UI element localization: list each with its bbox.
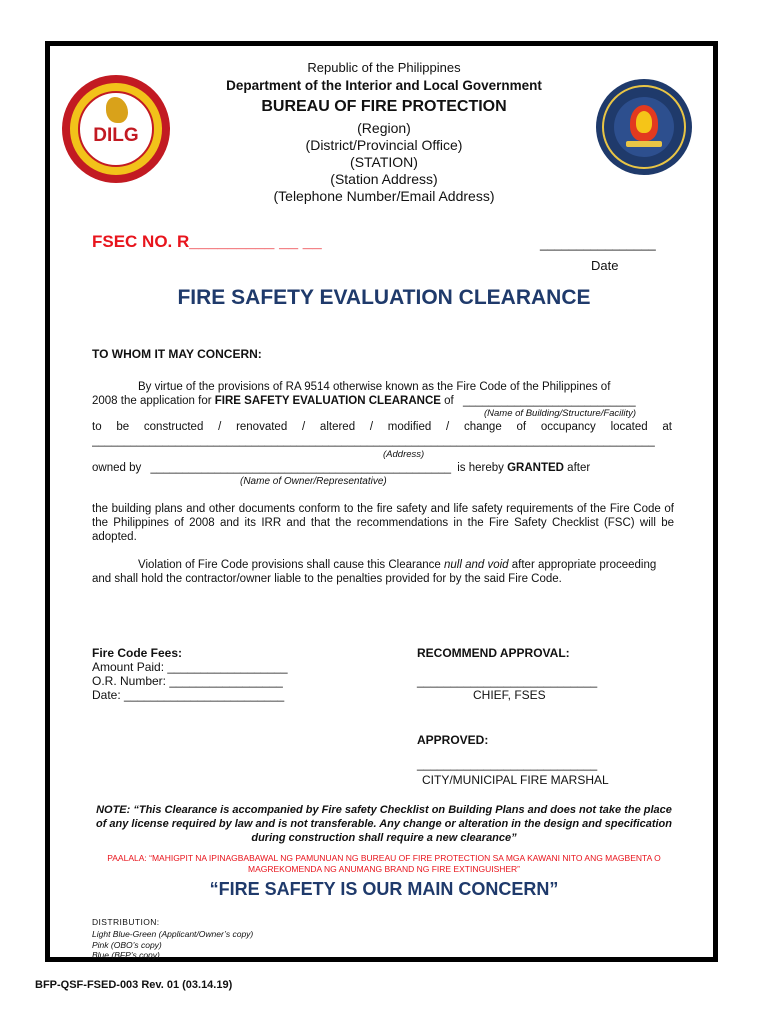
null-and-void: null and void (443, 559, 509, 571)
building-name-blank: ___________________________ (462, 395, 636, 407)
or-number-line: O.R. Number: _________________ (92, 674, 283, 688)
fire-marshal-label: CITY/MUNICIPAL FIRE MARSHAL (422, 773, 609, 787)
hereby-label: is hereby (457, 462, 508, 474)
caption-building: (Name of Building/Structure/Facility) (484, 408, 637, 419)
office-line: (District/Provincial Office) (305, 137, 463, 153)
amount-paid-line: Amount Paid: __________________ (92, 660, 288, 674)
para1-line2-a: 2008 the application for (92, 395, 215, 407)
recommend-title: RECOMMEND APPROVAL: (417, 646, 570, 660)
dilg-seal-text: DILG (93, 125, 139, 146)
para1-line2-c: of (440, 395, 454, 407)
document-title: FIRE SAFETY EVALUATION CLEARANCE (177, 286, 591, 309)
distribution-title: DISTRIBUTION: (92, 917, 160, 927)
distribution-item-2: Pink (OBO’s copy) (92, 939, 162, 950)
address-blank: ________________________________________________________________________________________ (92, 435, 655, 447)
note-label: NOTE: (96, 804, 134, 816)
republic-line: Republic of the Philippines (307, 60, 461, 75)
caption-owner: (Name of Owner/Representative) (240, 476, 387, 487)
fees-title: Fire Code Fees: (92, 646, 183, 660)
note (92, 803, 676, 845)
station-address-line: (Station Address) (330, 171, 438, 187)
date-label: Date (591, 258, 619, 273)
fsec-blank: _________ __ __ (189, 232, 322, 251)
note-text: “This Clearance is accompanied by Fire safety Checklist on Building Plans and does not take the place of any license required by law and is not transferable. Any change or alteration in the design and specification during construction shall require a new clearance” (95, 804, 672, 844)
form-code: BFP-QSF-FSED-003 Rev. 01 (03.14.19) (35, 979, 233, 991)
contact-line: (Telephone Number/Email Address) (273, 188, 495, 204)
granted-label: GRANTED (507, 462, 564, 474)
para1-clearance-bold: FIRE SAFETY EVALUATION CLEARANCE (214, 395, 441, 407)
bureau-line: BUREAU OF FIRE PROTECTION (261, 98, 507, 115)
distribution-list (92, 929, 253, 961)
fsec-label: FSEC NO. R (92, 232, 190, 251)
para3-c: after appropriate proceeding and shall hold the contractor/owner liable to the penalties provided for by the said Fire Code. (92, 559, 657, 585)
para1-owner-line (92, 461, 590, 475)
paalala: PAALALA: “MAHIGPIT NA IPINAGBABAWAL NG PAMUNUAN NG BUREAU OF FIRE PROTECTION SA MGA KAWANI NITO ANG MAGBENTA O MAGREKOMENDA NG ANUMANG BRAND NG FIRE EXTINGUISHER” (107, 853, 661, 874)
salutation: TO WHOM IT MAY CONCERN: (92, 347, 262, 361)
owned-by-label: owned by (92, 462, 142, 474)
fsec-number (92, 232, 322, 252)
distribution-item-3: Blue (BFP’s copy) (92, 950, 160, 960)
para2: the building plans and other documents conform to the fire safety and life safety requirements of the Fire Code of the Philippines of 2008 and its IRR and that the recommendations in the Fire Safety Checklist (FSC) will be adopted. (92, 503, 674, 543)
caption-address: (Address) (383, 449, 425, 460)
owner-blank: _______________________________________________ (150, 462, 452, 474)
slogan: “FIRE SAFETY IS OUR MAIN CONCERN” (209, 879, 559, 899)
approved-signature-line: ___________________________ (417, 757, 598, 771)
recommend-signature-line: ___________________________ (417, 674, 598, 688)
date-line: ________________ (540, 236, 656, 251)
para3-a: Violation of Fire Code provisions shall cause this Clearance (138, 559, 444, 571)
approved-title: APPROVED: (417, 733, 489, 747)
para3 (92, 558, 674, 586)
department-line: Department of the Interior and Local Government (226, 78, 542, 93)
distribution-item-1: Light Blue-Green (Applicant/Owner’s copy) (92, 929, 254, 939)
para1-line3: to be constructed / renovated / altered / modified / change of occupancy located at (92, 421, 672, 433)
fees-date-line: Date: ________________________ (92, 688, 285, 702)
region-line: (Region) (357, 120, 411, 136)
para1-line2 (92, 394, 676, 408)
station-line: (STATION) (350, 154, 418, 170)
para1-line1: By virtue of the provisions of RA 9514 otherwise known as the Fire Code of the Philippines of (138, 381, 611, 393)
after-label: after (563, 462, 591, 474)
chief-fses-label: CHIEF, FSES (473, 688, 546, 702)
